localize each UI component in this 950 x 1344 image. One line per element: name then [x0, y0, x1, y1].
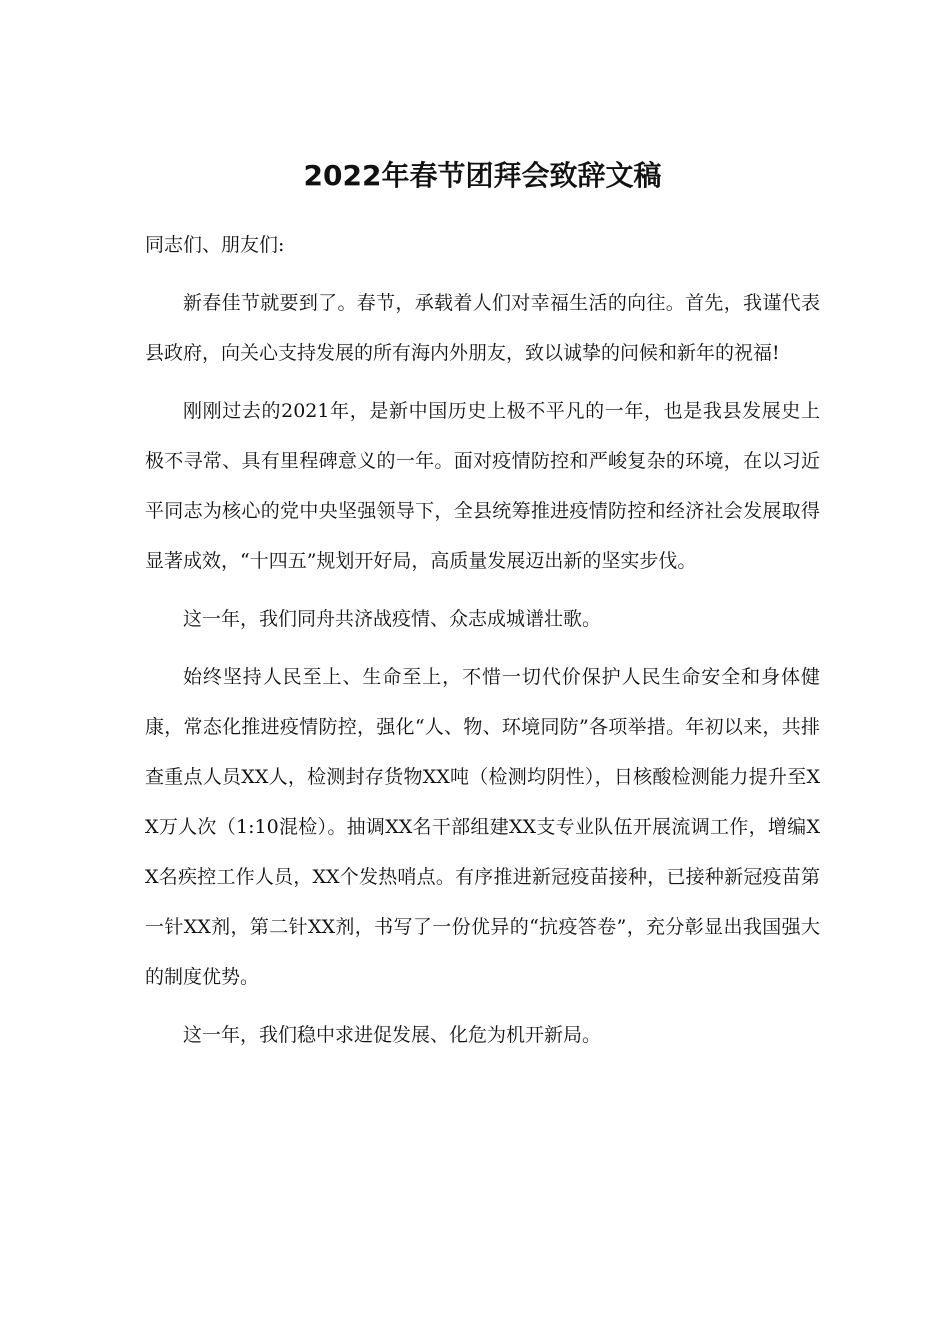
salutation: 同志们、朋友们:: [145, 234, 285, 256]
document-page: [145, 150, 820, 1068]
paragraph-4: 始终坚持人民至上、生命至上，不惜一切代价保护人民生命安全和身体健康，常态化推进疫情防控，强化“人、物、环境同防”各项举措。年初以来，共排查重点人员XX人，检测封存货物XX吨（检测均阴性），日核酸检测能力提升至XX万人次（1:10混检）。抽调XX名干部组建XX支专业队伍开展流调工作，增编XX名疾控工作人员，XX个发热哨点。有序推进新冠疫苗接种，已接种新冠疫苗第一针XX剂，第二针XX剂，书写了一份优异的“抗疫答卷”，充分彰显出我国强大的制度优势。: [145, 666, 820, 988]
document-title: 2022年春节团拜会致辞文稿: [303, 159, 662, 192]
paragraph-3: 这一年，我们同舟共济战疫情、众志成城谱壮歌。: [183, 608, 602, 630]
paragraph-2: 刚刚过去的2021年，是新中国历史上极不平凡的一年，也是我县发展史上极不寻常、具有里程碑意义的一年。面对疫情防控和严峻复杂的环境，在以习近平同志为核心的党中央坚强领导下，全县统筹推进疫情防控和经济社会发展取得显著成效，“十四五”规划开好局，高质量发展迈出新的坚实步伐。: [145, 400, 820, 572]
paragraph-1: 新春佳节就要到了。春节，承载着人们对幸福生活的向往。首先，我谨代表县政府，向关心支持发展的所有海内外朋友，致以诚挚的问候和新年的祝福!: [145, 292, 820, 364]
paragraph-5: 这一年，我们稳中求进促发展、化危为机开新局。: [183, 1024, 602, 1046]
